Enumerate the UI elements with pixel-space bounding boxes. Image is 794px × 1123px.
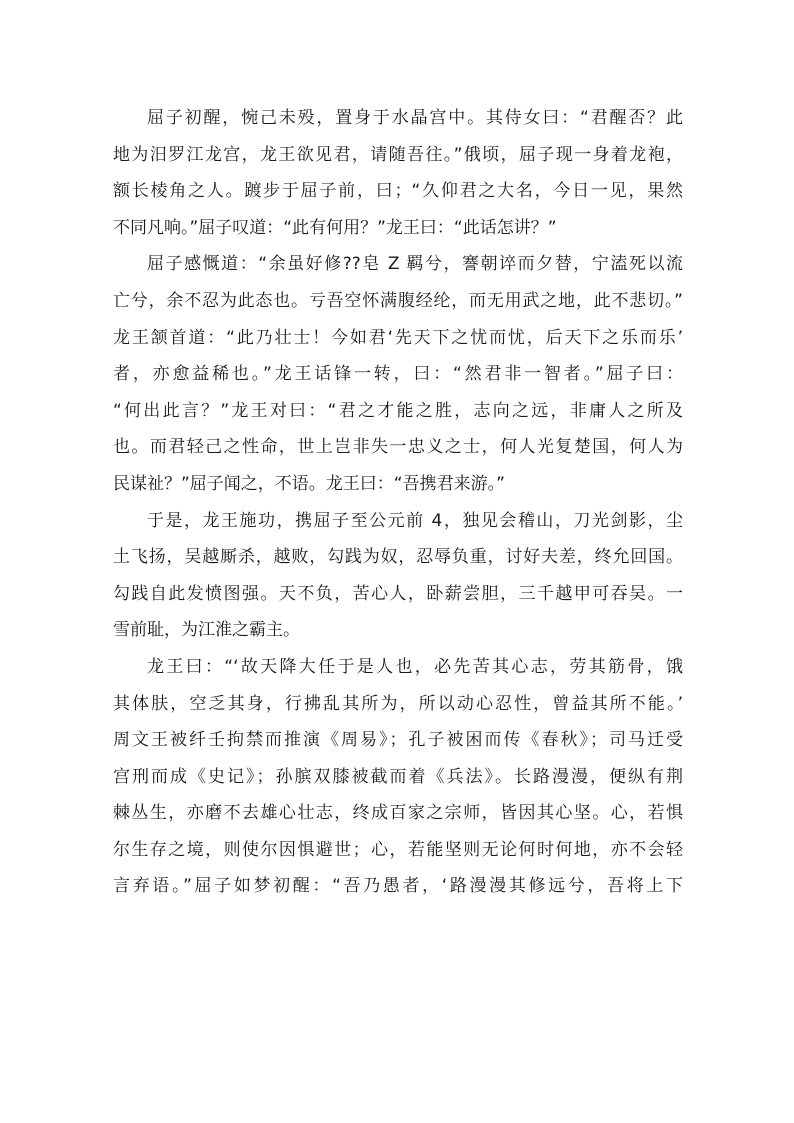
paragraph-4-line-5: 棘丛生，亦磨不去雄心壮志，终成百家之宗师，皆因其心坚。心，若惧 <box>113 803 683 824</box>
paragraph-4-line-6: 尔生存之境，则使尔因惧避世；心，若能坚则无论何时何地，亦不会轻 <box>113 839 683 860</box>
paragraph-1-line-2: 地为汨罗江龙宫，龙王欲见君，请随吾往。”俄顷，屈子现一身着龙袍， <box>113 144 683 165</box>
paragraph-2-line-7: 民谋祉？”屈子闻之，不语。龙王曰：“吾携君来游。” <box>113 473 505 494</box>
paragraph-3-line-3: 勾践自此发愤图强。天不负，苦心人，卧薪尝胆，三千越甲可吞吴。一 <box>113 583 683 604</box>
paragraph-4-line-1: 龙王曰：“‘故天降大任于是人也，必先苦其心志，劳其筋骨，饿 <box>147 656 683 677</box>
paragraph-2-line-2: 亡兮，余不忍为此态也。亏吾空怀满腹经纶，而无用武之地，此不悲切。” <box>113 290 683 311</box>
paragraph-2-line-6: 也。而君轻己之性命，世上岂非失一忠义之士，何人光复楚国，何人为 <box>113 437 683 458</box>
paragraph-4-line-7: 言弃语。”屈子如梦初醒：“吾乃愚者，‘路漫漫其修远兮，吾将上下 <box>113 876 683 897</box>
paragraph-2-line-3: 龙王颔首道：“此乃壮士！今如君‘先天下之忧而忧，后天下之乐而乐’ <box>113 327 683 348</box>
paragraph-3-line-2: 土飞扬，吴越厮杀，越败，勾践为奴，忍辱负重，讨好夫差，终允回国。 <box>113 547 683 568</box>
document-body <box>113 100 683 905</box>
paragraph-4-line-2: 其体肤，空乏其身，行拂乱其所为，所以动心忍性，曾益其所不能。’ <box>113 693 683 714</box>
paragraph-4-line-3: 周文王被纤壬拘禁而推演《周易》；孔子被困而传《春秋》；司马迁受 <box>113 730 683 751</box>
paragraph-3-line-4: 雪前耻，为江淮之霸主。 <box>113 620 300 641</box>
paragraph-3-line-1: 于是，龙王施功，携屈子至公元前 4，独见会稽山，刀光剑影，尘 <box>147 510 683 531</box>
paragraph-2-line-5: “何出此言？”龙王对曰：“君之才能之胜，志向之远，非庸人之所及 <box>113 400 683 421</box>
paragraph-4-line-4: 宫刑而成《史记》；孙膑双膝被截而着《兵法》。长路漫漫，便纵有荆 <box>113 766 683 787</box>
paragraph-1-line-1: 屈子初醒，惋己未殁，置身于水晶宫中。其侍女曰：“君醒否？此 <box>147 108 683 128</box>
paragraph-1-line-4: 不同凡响。”屈子叹道：“此有何用？”龙王曰：“此话怎讲？” <box>113 217 557 238</box>
paragraph-1-line-3: 额长棱角之人。踱步于屈子前，曰；“久仰君之大名，今日一见，果然 <box>113 181 683 202</box>
paragraph-2-line-4: 者，亦愈益稀也。”龙王话锋一转，曰：“然君非一智者。”屈子曰： <box>113 364 683 385</box>
paragraph-2-line-1: 屈子感慨道：“余虽好修??皂 Z 羁兮，謇朝谇而夕替，宁溘死以流 <box>147 254 683 275</box>
